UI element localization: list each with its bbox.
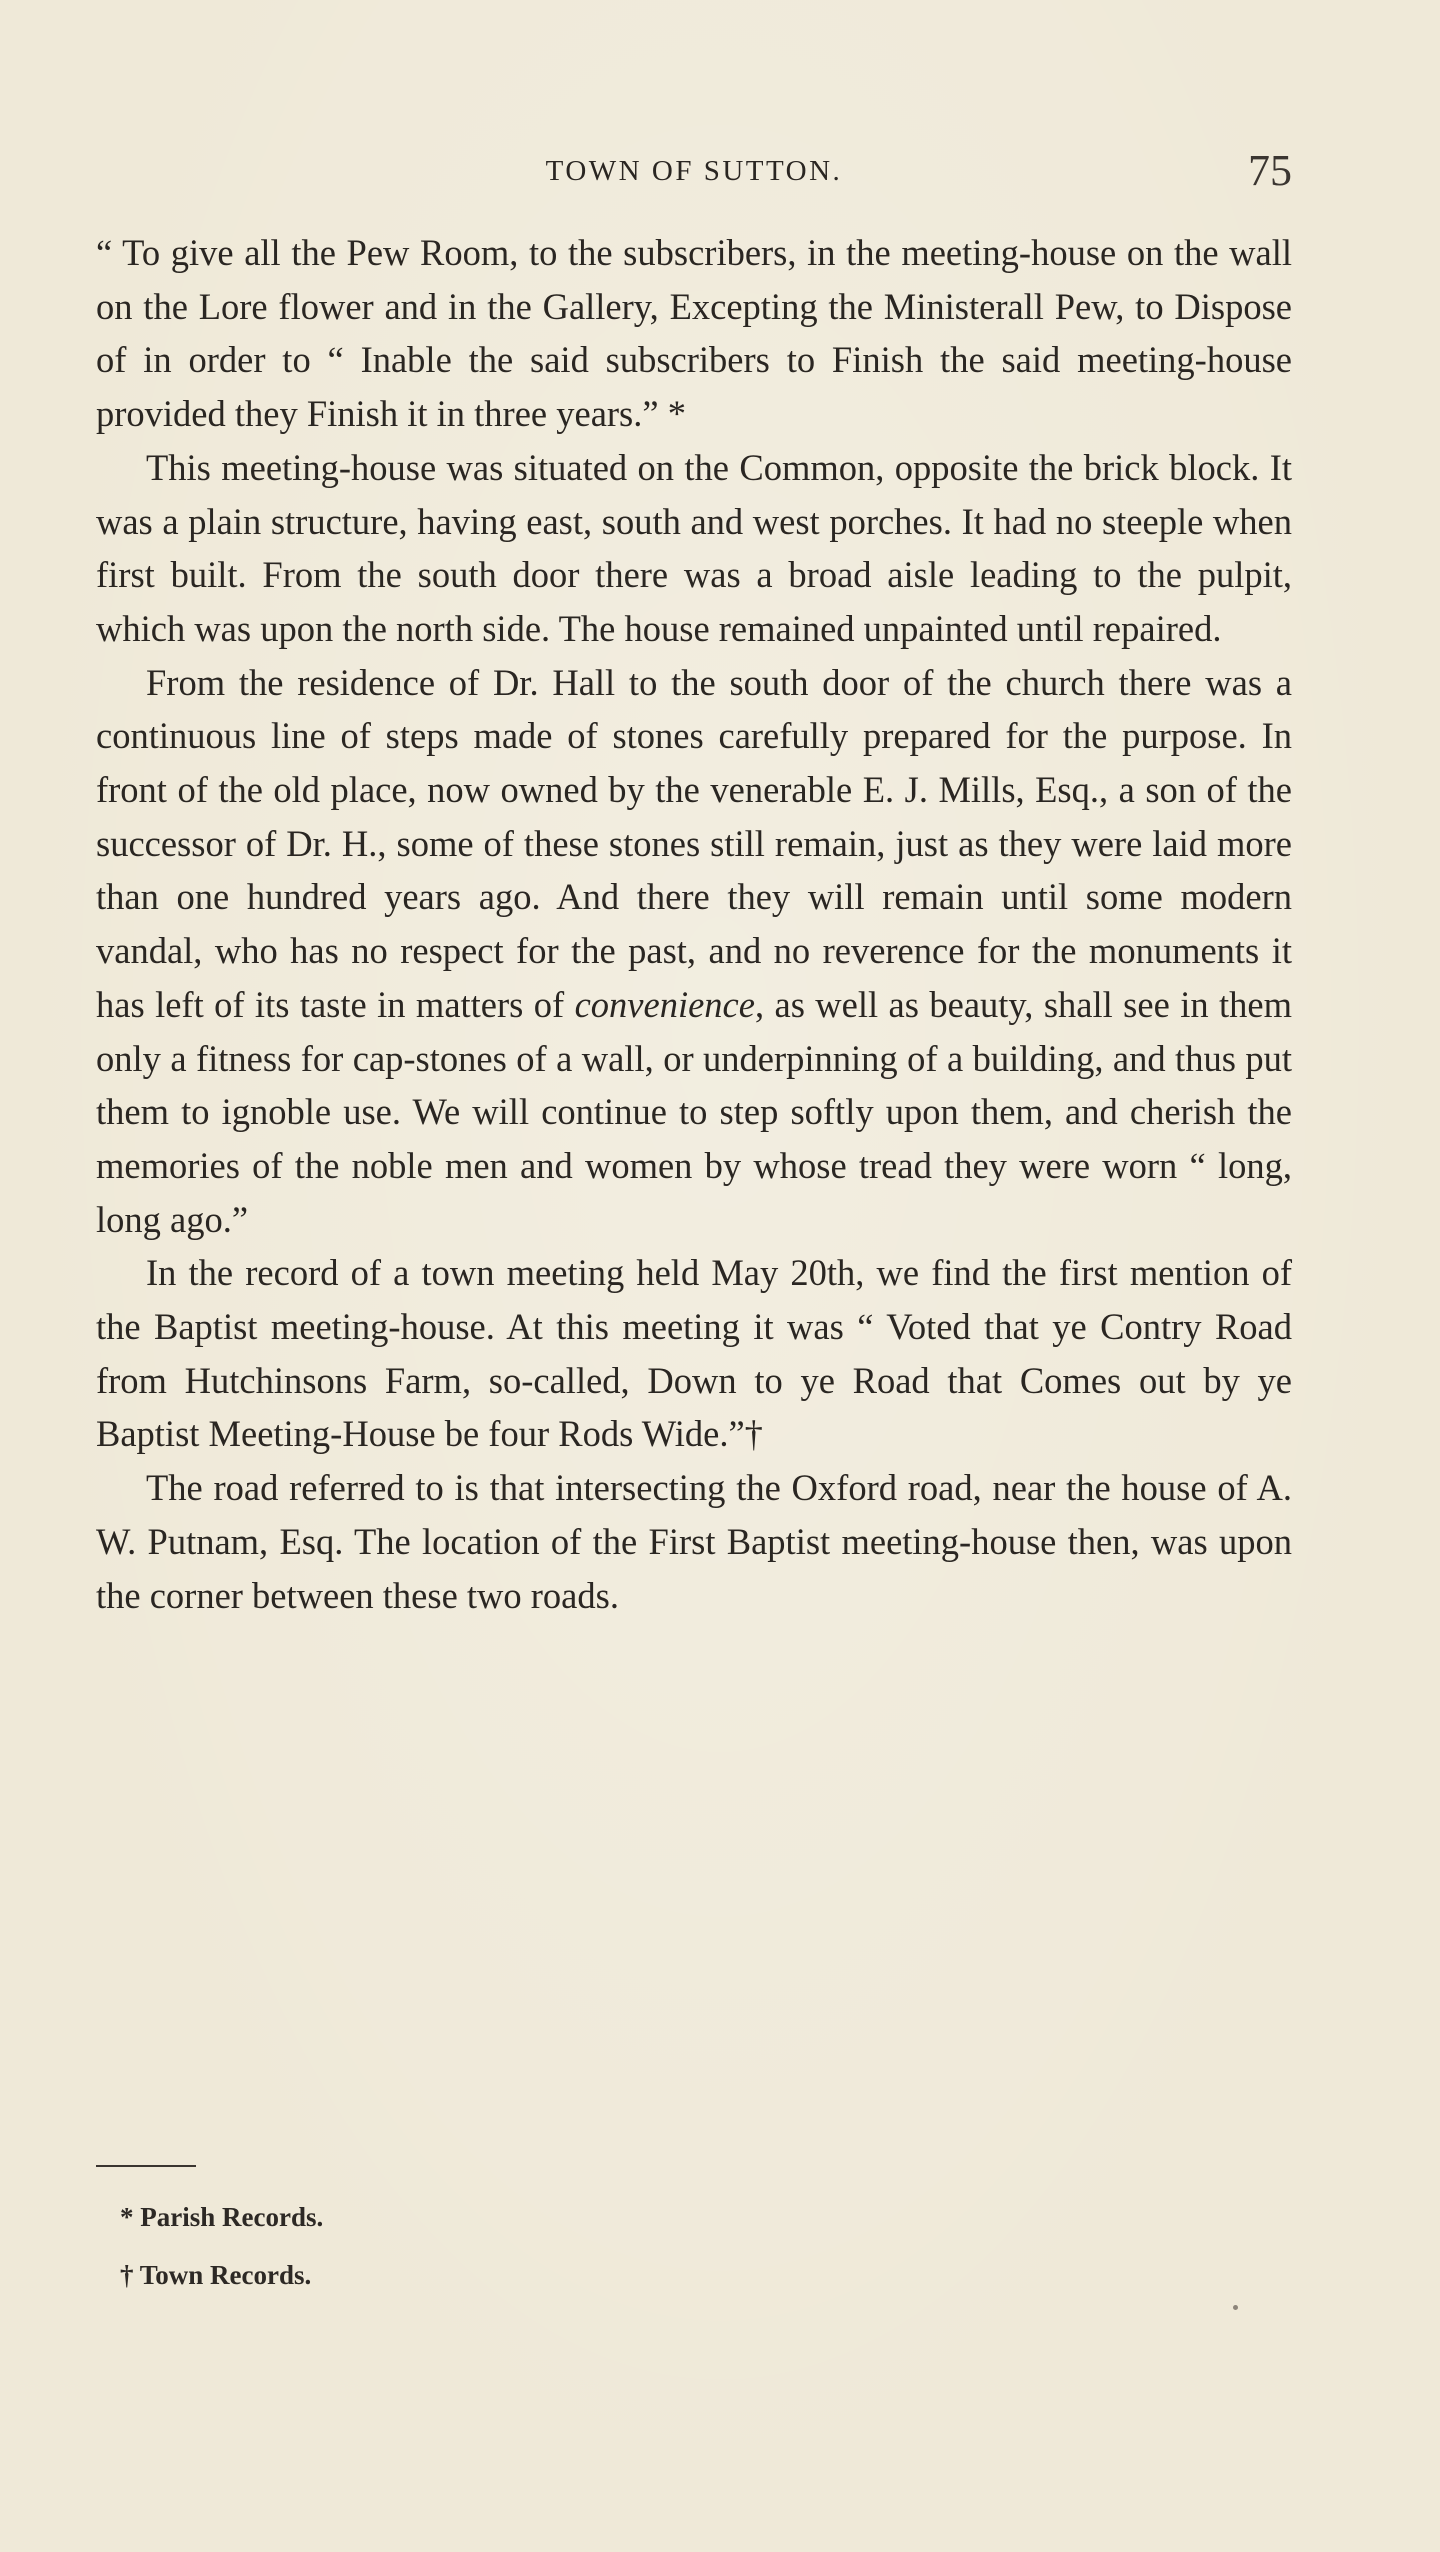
page-number: 75 [1248, 146, 1292, 195]
running-head: TOWN OF SUTTON. [545, 155, 843, 187]
page-header [96, 145, 1292, 197]
ink-speck [1233, 2305, 1238, 2310]
footnotes [120, 2188, 1020, 2304]
italic-word: convenience [574, 983, 755, 1025]
footnote-rule [96, 2165, 196, 2167]
body-text [96, 226, 1292, 1622]
paragraph-5: The road referred to is that intersecting the Oxford road, near the house of A. W. Putnam, Esq. The location of the First Baptist meeting-house then, was upon the corner between these two roads. [96, 1467, 1292, 1616]
paragraph-2: This meeting-house was situated on the Common, opposite the brick block. It was a plain structure, having east, south and west porches. It had no steeple when first built. From the south door there was a broad aisle leading to the pulpit, which was upon the north side. The house remained unpainted until repaired. [96, 446, 1292, 649]
footnote-2: † Town Records. [120, 2260, 312, 2290]
footnote-1: * Parish Records. [120, 2202, 324, 2232]
paragraph-3-text-b: , as well as beauty, shall see in them only a fitness for cap-stones of a wall, or underpinning of a building, and thus put them to ignoble use. We will continue to step softly upon them, and cherish the memories of the noble men and women by whose tread they were worn “ long, long ago.” [96, 983, 1292, 1240]
paragraph-3 [96, 656, 1292, 1247]
paragraph-1: “ To give all the Pew Room, to the subscribers, in the meeting-house on the wall on the Lore flower and in the Gallery, Excepting the Ministerall Pew, to Dispose of in order to “ Inable the said subscribers to Finish the said meeting-house provided they Finish it in three years.” * [96, 232, 1292, 435]
paragraph-3-text-a: From the residence of Dr. Hall to the south door of the church there was a continuous line of steps made of stones carefully prepared for the purpose. In front of the old place, now owned by the venerable E. J. Mills, Esq., a son of the successor of Dr. H., some of these stones still remain, just as they were laid more than one hundred years ago. And there they will remain until some modern vandal, who has no respect for the past, and no reverence for the monuments it has left of its taste in matters of [96, 661, 1292, 1025]
paragraph-4: In the record of a town meeting held May 20th, we find the first mention of the Baptist meeting-house. At this meeting it was “ Voted that ye Contry Road from Hutchinsons Farm, so-called, Down to ye Road that Comes out by ye Baptist Meeting-House be four Rods Wide.”† [96, 1252, 1292, 1455]
